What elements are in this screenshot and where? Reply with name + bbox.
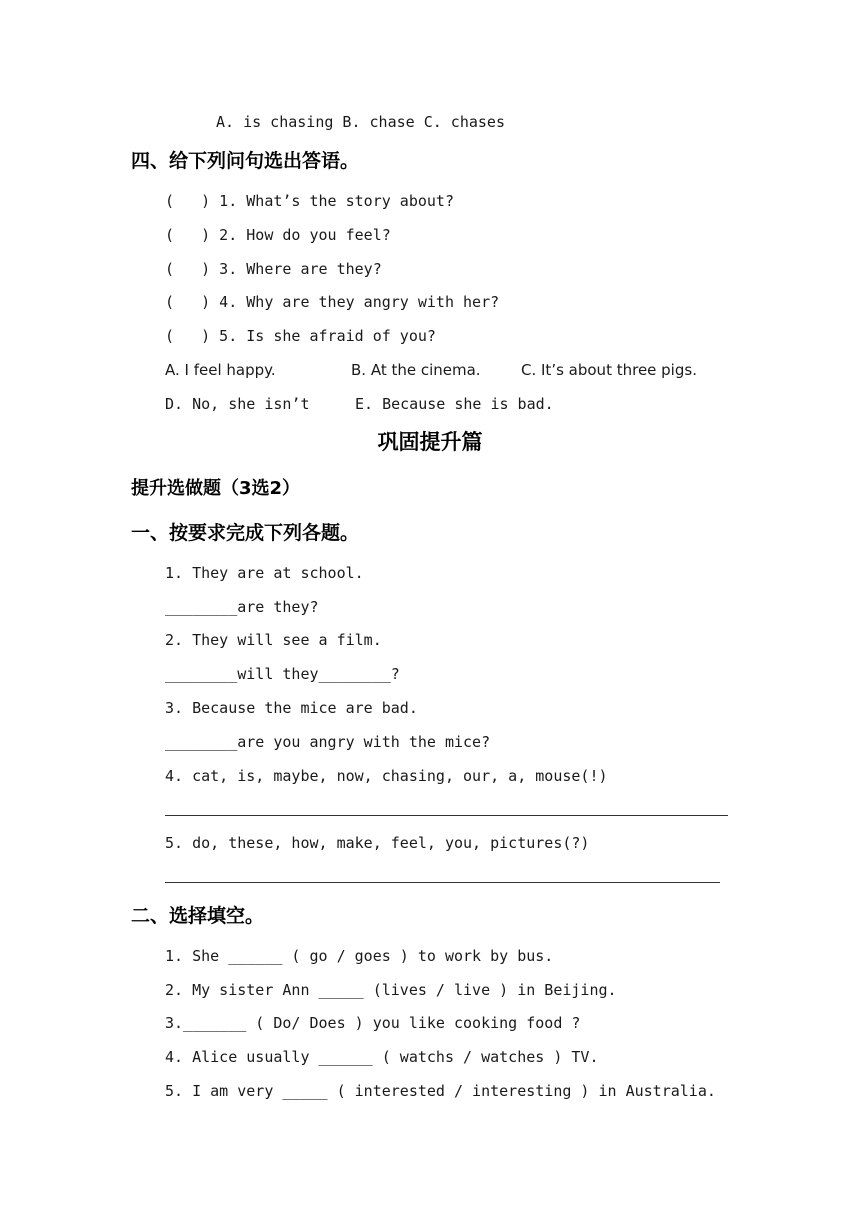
part1-line-8: 5. do, these, how, make, feel, you, pictures(?) (165, 834, 590, 852)
section4-heading: 四、给下列问句选出答语。 (131, 150, 360, 172)
question-3: ( ) 3. Where are they? (165, 260, 382, 278)
answer-a: A. I feel happy. (165, 361, 276, 379)
answer-d: D. No, she isn’t (165, 395, 310, 413)
consolidation-title: 巩固提升篇 (377, 430, 483, 454)
answer-c: C. It’s about three pigs. (521, 361, 697, 379)
part2-line-3: 3._______ ( Do/ Does ) you like cooking food ? (165, 1014, 581, 1032)
part2-heading: 二、选择填空。 (131, 905, 265, 927)
part1-line-3: 2. They will see a film. (165, 631, 382, 649)
part1-line-5: 3. Because the mice are bad. (165, 699, 418, 717)
part2-line-5: 5. I am very _____ ( interested / interesting ) in Australia. (165, 1082, 716, 1100)
part1-heading: 一、按要求完成下列各题。 (131, 522, 360, 544)
question-2: ( ) 2. How do you feel? (165, 226, 391, 244)
carryover-options: A. is chasing B. chase C. chases (216, 113, 505, 131)
part1-line-2: ________are they? (165, 598, 319, 616)
part1-line-6: ________are you angry with the mice? (165, 733, 491, 751)
answer-rule-4 (165, 815, 728, 816)
part1-line-7: 4. cat, is, maybe, now, chasing, our, a, mouse(!) (165, 767, 608, 785)
question-4: ( ) 4. Why are they angry with her? (165, 293, 500, 311)
part2-line-4: 4. Alice usually ______ ( watchs / watches ) TV. (165, 1048, 599, 1066)
answer-b: B. At the cinema. (351, 361, 481, 379)
question-1: ( ) 1. What’s the story about? (165, 192, 454, 210)
part2-line-2: 2. My sister Ann _____ (lives / live ) in Beijing. (165, 981, 617, 999)
question-5: ( ) 5. Is she afraid of you? (165, 327, 436, 345)
answer-rule-5 (165, 882, 720, 883)
part1-line-4: ________will they________? (165, 665, 400, 683)
consolidation-subtitle: 提升选做题（3选2） (131, 478, 301, 499)
part2-line-1: 1. She ______ ( go / goes ) to work by bus. (165, 947, 554, 965)
answer-e: E. Because she is bad. (355, 395, 554, 413)
part1-line-1: 1. They are at school. (165, 564, 364, 582)
